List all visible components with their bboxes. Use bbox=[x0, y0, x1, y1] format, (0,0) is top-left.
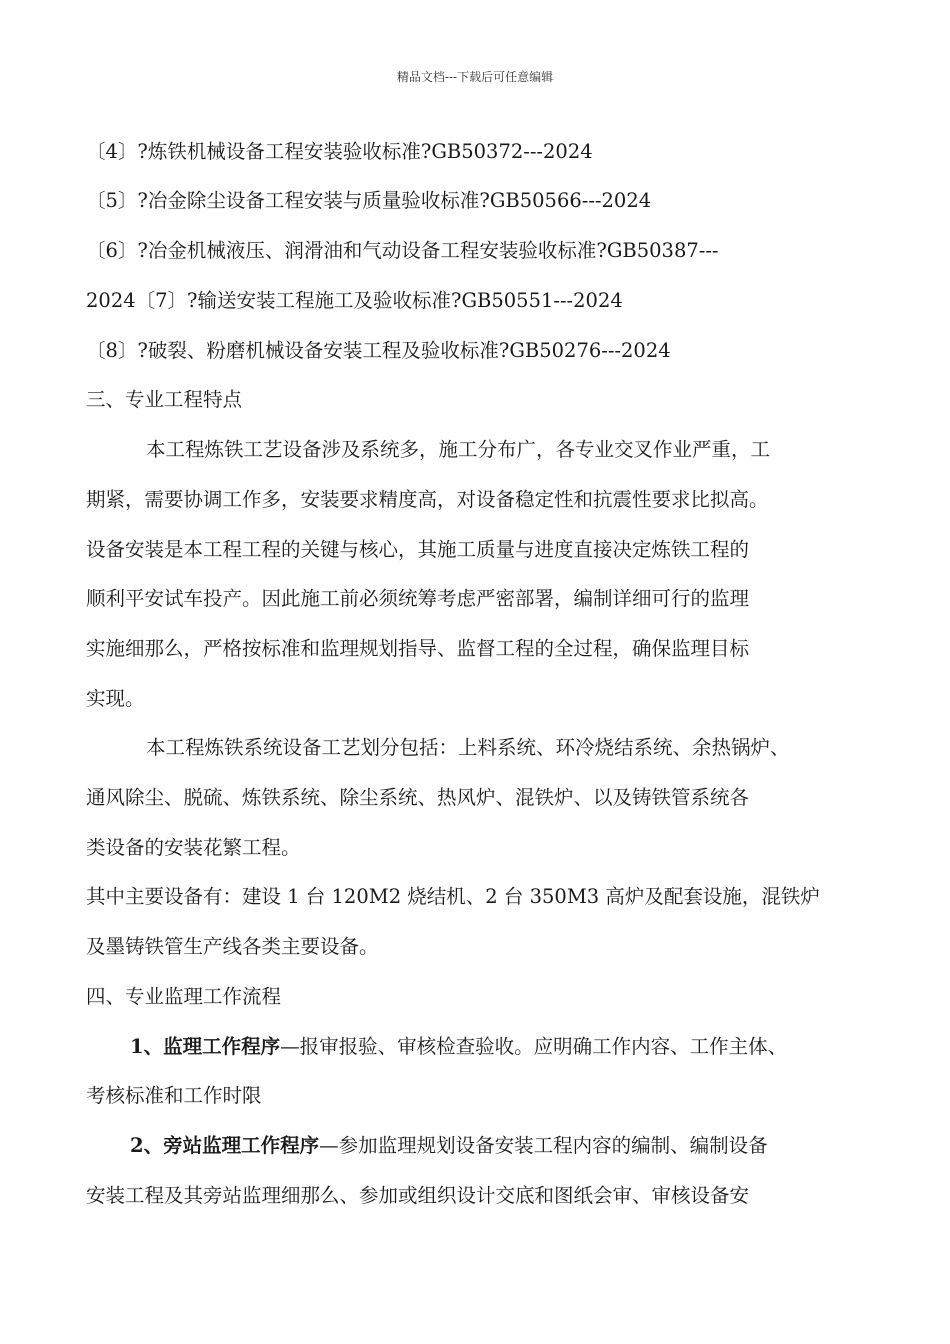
paragraph-line: 设备安装是本工程工程的关键与核心，其施工质量与进度直接决定炼铁工程的 bbox=[86, 538, 750, 561]
paragraph-line: 及墨铸铁管生产线各类主要设备。 bbox=[86, 935, 379, 958]
standard-item-5: 〔5〕?冶金除尘设备工程安装与质量验收标准?GB50566---2024 bbox=[86, 189, 652, 212]
item-2-text: —参加监理规划设备安装工程内容的编制、编制设备 bbox=[319, 1134, 768, 1157]
paragraph-line: 实现。 bbox=[86, 687, 145, 710]
section-4-heading: 四、专业监理工作流程 bbox=[86, 985, 282, 1008]
item-2-line bbox=[130, 1133, 768, 1159]
section-3-heading: 三、专业工程特点 bbox=[86, 388, 243, 411]
paragraph-line: 本工程炼铁系统设备工艺划分包括：上料系统、环冷烧结系统、余热锅炉、 bbox=[146, 736, 790, 759]
standard-item-6: 〔6〕?冶金机械液压、润滑油和气动设备工程安装验收标准?GB50387--- bbox=[86, 239, 719, 262]
paragraph-line: 实施细那么，严格按标准和监理规划指导、监督工程的全过程，确保监理目标 bbox=[86, 637, 750, 660]
item-2-title: 2、旁站监理工作程序 bbox=[130, 1134, 320, 1157]
paragraph-line: 考核标准和工作时限 bbox=[86, 1084, 262, 1107]
paragraph-line: 本工程炼铁工艺设备涉及系统多，施工分布广，各专业交叉作业严重，工 bbox=[146, 438, 771, 461]
paragraph-line: 安装工程及其旁站监理细那么、参加或组织设计交底和图纸会审、审核设备安 bbox=[86, 1184, 750, 1207]
standard-item-7: 2024〔7〕?输送安装工程施工及验收标准?GB50551---2024 bbox=[86, 289, 623, 312]
paragraph-line: 期紧，需要协调工作多，安装要求精度高，对设备稳定性和抗震性要求比拟高。 bbox=[86, 488, 769, 511]
paragraph-line: 其中主要设备有：建设 1 台 120M2 烧结机、2 台 350M3 高炉及配套设施，混铁炉 bbox=[86, 885, 820, 908]
item-1-text: —报审报验、审核检查验收。应明确工作内容、工作主体、 bbox=[280, 1035, 788, 1058]
item-1-title: 1、监理工作程序 bbox=[130, 1035, 281, 1058]
standard-item-4: 〔4〕?炼铁机械设备工程安装验收标准?GB50372---2024 bbox=[86, 140, 593, 163]
item-1-line bbox=[130, 1034, 787, 1060]
paragraph-line: 顺利平安试车投产。因此施工前必须统筹考虑严密部署，编制详细可行的监理 bbox=[86, 587, 750, 610]
page-header: 精品文档---下载后可任意编辑 bbox=[396, 70, 554, 84]
paragraph-line: 类设备的安装花繁工程。 bbox=[86, 836, 301, 859]
paragraph-line: 通风除尘、脱硫、炼铁系统、除尘系统、热风炉、混铁炉、以及铸铁管系统各 bbox=[86, 786, 750, 809]
standard-item-8: 〔8〕?破裂、粉磨机械设备安装工程及验收标准?GB50276---2024 bbox=[86, 339, 671, 362]
